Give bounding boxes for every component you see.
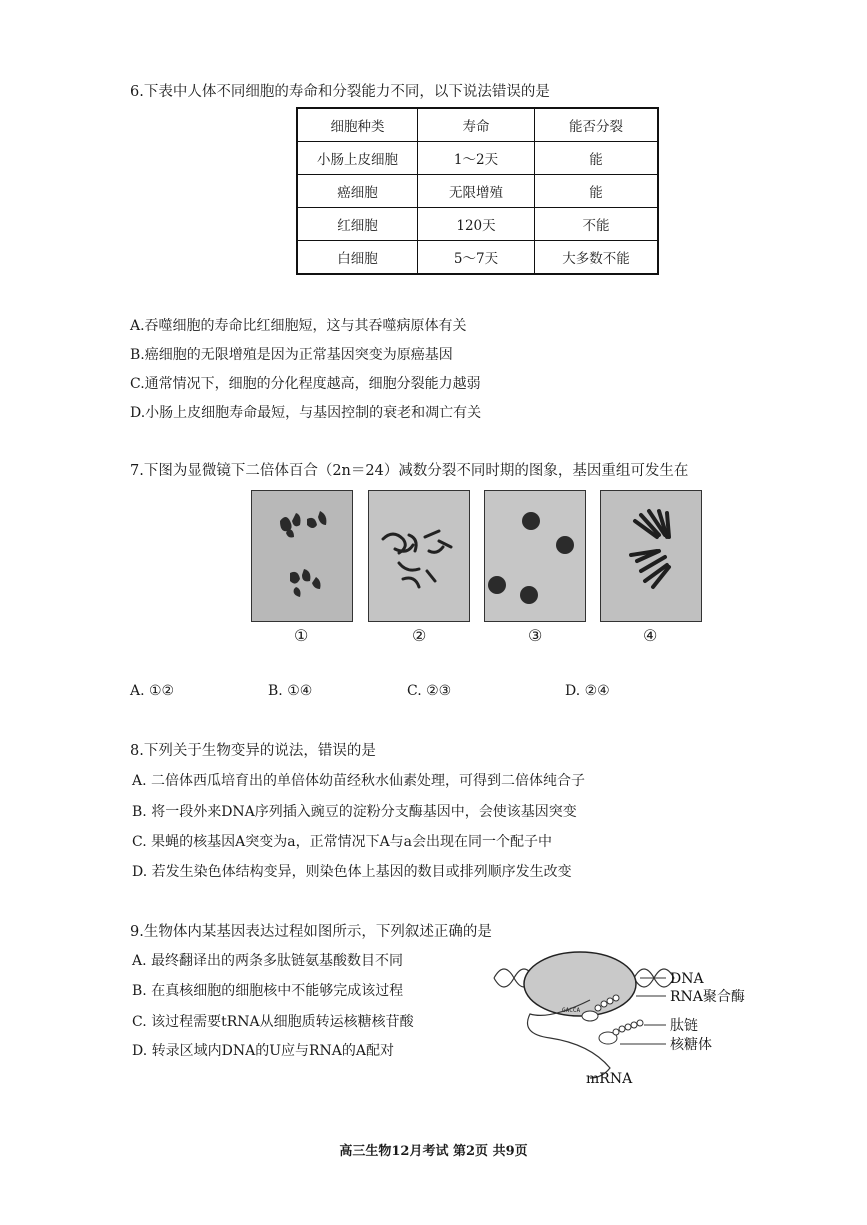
q6-option-a[interactable]: A.吞噬细胞的寿命比红细胞短，这与其吞噬病原体有关 bbox=[130, 318, 467, 334]
label-ribosome: 核糖体 bbox=[670, 1037, 712, 1053]
q6-option-d[interactable]: D.小肠上皮细胞寿命最短，与基因控制的衰老和凋亡有关 bbox=[130, 405, 482, 421]
q9-option-c[interactable]: C. 该过程需要tRNA从细胞质转运核糖核苷酸 bbox=[132, 1014, 414, 1030]
table-cell: 小肠上皮细胞 bbox=[297, 142, 418, 175]
panel-label-1: ① bbox=[294, 626, 309, 645]
table-cell: 大多数不能 bbox=[535, 241, 659, 275]
label-dna: DNA bbox=[670, 971, 704, 987]
table-cell: 不能 bbox=[535, 208, 659, 241]
table-header-cell: 能否分裂 bbox=[535, 108, 659, 142]
table-cell: 能 bbox=[535, 175, 659, 208]
table-row bbox=[297, 142, 658, 175]
micrograph-1 bbox=[251, 490, 353, 622]
table-cell: 5～7天 bbox=[418, 241, 535, 275]
label-peptide: 肽链 bbox=[670, 1018, 698, 1034]
table-header-cell: 细胞种类 bbox=[297, 108, 418, 142]
page-footer: 高三生物12月考试 第2页 共9页 bbox=[339, 1144, 528, 1159]
q8-stem: 8.下列关于生物变异的说法，错误的是 bbox=[130, 743, 376, 759]
q7-option-c[interactable]: C. ②③ bbox=[407, 683, 452, 699]
table-row bbox=[297, 241, 658, 275]
cell-lifespan-table bbox=[296, 107, 659, 275]
q7-option-a[interactable]: A. ①② bbox=[130, 683, 175, 699]
table-header-cell: 寿命 bbox=[418, 108, 535, 142]
q6-option-c[interactable]: C.通常情况下，细胞的分化程度越高，细胞分裂能力越弱 bbox=[130, 376, 481, 392]
micrograph-2 bbox=[368, 490, 470, 622]
q9-option-d[interactable]: D. 转录区域内DNA的U应与RNA的A配对 bbox=[132, 1043, 395, 1059]
q9-option-b[interactable]: B. 在真核细胞的细胞核中不能够完成该过程 bbox=[132, 983, 404, 999]
table-cell: 癌细胞 bbox=[297, 175, 418, 208]
q6-stem: 6.下表中人体不同细胞的寿命和分裂能力不同，以下说法错误的是 bbox=[130, 84, 550, 100]
q6-option-b[interactable]: B.癌细胞的无限增殖是因为正常基因突变为原癌基因 bbox=[130, 347, 453, 363]
q9-stem: 9.生物体内某基因表达过程如图所示，下列叙述正确的是 bbox=[130, 924, 492, 940]
panel-label-3: ③ bbox=[528, 626, 543, 645]
label-mrna: mRNA bbox=[586, 1071, 633, 1087]
q8-option-c[interactable]: C. 果蝇的核基因A突变为a，正常情况下A与a会出现在同一个配子中 bbox=[132, 834, 553, 850]
table-row bbox=[297, 208, 658, 241]
panel-label-4: ④ bbox=[643, 626, 658, 645]
ribosome-1 bbox=[582, 1011, 598, 1021]
q7-option-b[interactable]: B. ①④ bbox=[268, 683, 313, 699]
table-cell: 无限增殖 bbox=[418, 175, 535, 208]
q8-option-b[interactable]: B. 将一段外来DNA序列插入豌豆的淀粉分支酶基因中，会使该基因突变 bbox=[132, 804, 577, 820]
q9-option-a[interactable]: A. 最终翻译出的两条多肽链氨基酸数目不同 bbox=[132, 953, 404, 969]
micrograph-3 bbox=[484, 490, 586, 622]
q8-option-a[interactable]: A. 二倍体西瓜培育出的单倍体幼苗经秋水仙素处理，可得到二倍体纯合子 bbox=[132, 773, 586, 789]
panel-label-2: ② bbox=[412, 626, 427, 645]
table-cell: 1～2天 bbox=[418, 142, 535, 175]
label-rna-polymerase: RNA聚合酶 bbox=[670, 989, 745, 1005]
q7-option-d[interactable]: D. ②④ bbox=[565, 683, 610, 699]
table-cell: 120天 bbox=[418, 208, 535, 241]
table-cell: 红细胞 bbox=[297, 208, 418, 241]
sequence-text: GACCA bbox=[562, 1007, 581, 1014]
table-cell: 白细胞 bbox=[297, 241, 418, 275]
q8-option-d[interactable]: D. 若发生染色体结构变异，则染色体上基因的数目或排列顺序发生改变 bbox=[132, 864, 572, 880]
table-cell: 能 bbox=[535, 142, 659, 175]
micrograph-4 bbox=[600, 490, 702, 622]
table-row bbox=[297, 175, 658, 208]
q7-stem: 7.下图为显微镜下二倍体百合（2n＝24）减数分裂不同时期的图象，基因重组可发生在 bbox=[130, 463, 689, 479]
transcription-translation-diagram bbox=[490, 940, 770, 1090]
table-header-row bbox=[297, 108, 658, 142]
